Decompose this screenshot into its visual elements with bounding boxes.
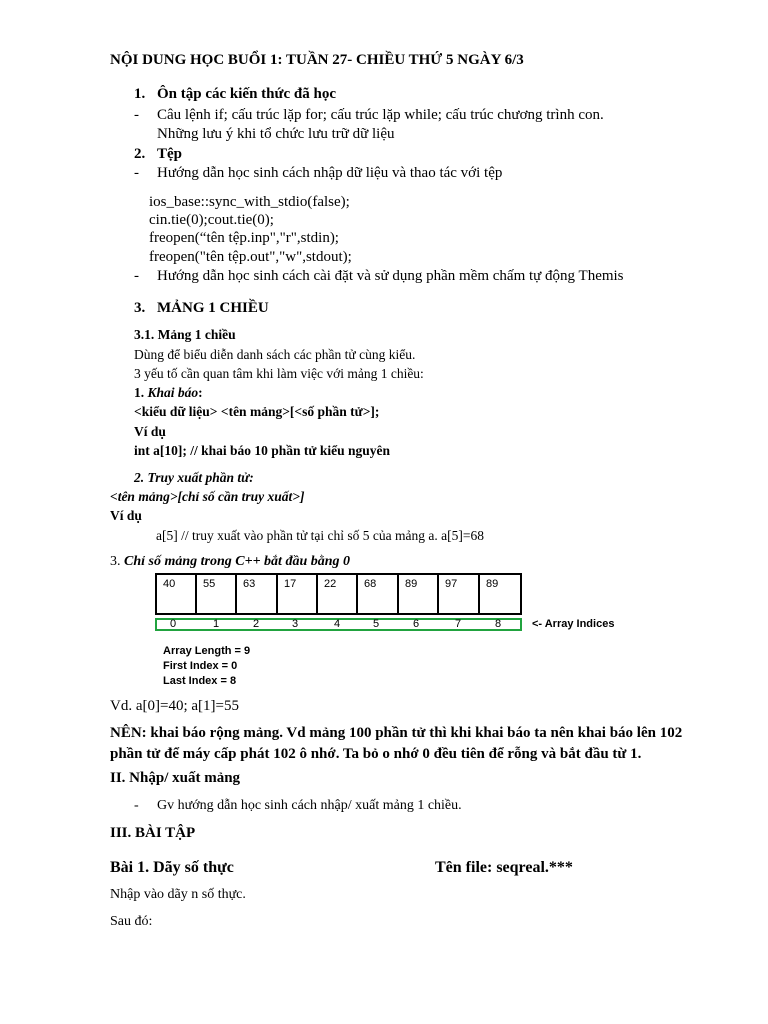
recommendation-paragraph: NÊN: khai báo rộng mảng. Vd mảng 100 phần tử thì khi khai báo ta nên khai báo lên 102 phần tử để máy cấp phát 102 ô nhớ. Ta bỏ o nhớ 0 đều tiên để rỗng và bắt đầu từ 1.: [110, 725, 683, 762]
last-index-note: Last Index = 8: [163, 675, 237, 687]
array-length-note: Array Length = 9: [163, 645, 251, 657]
array-cell: 89: [397, 573, 439, 615]
declaration-heading: 1. Khai báo:: [134, 385, 203, 400]
indices-label: <- Array Indices: [532, 618, 615, 630]
io-line: Gv hướng dẫn học sinh cách nhập/ xuất mảng 1 chiều.: [157, 798, 462, 813]
access-heading: 2. Truy xuất phần tử:: [134, 470, 254, 485]
array-index: 3: [292, 618, 299, 630]
description-line: Dùng để biểu diễn danh sách các phần tử cùng kiểu.: [134, 347, 416, 362]
array-index: 2: [253, 618, 260, 630]
example-code: int a[10]; // khai báo 10 phần tử kiểu nguyên: [134, 443, 391, 458]
array-index: 6: [413, 618, 420, 630]
exercise-1-filename: Tên file: seqreal.***: [435, 859, 573, 876]
code-line: ios_base::sync_with_stdio(false);: [149, 194, 350, 210]
access-syntax: <tên mảng>[chỉ số cần truy xuất>]: [110, 489, 305, 504]
declaration-syntax: <kiểu dữ liệu> <tên mảng>[<số phần tử>];: [134, 404, 380, 419]
array-index: 1: [213, 618, 220, 630]
section-1-number: 1.: [134, 86, 146, 102]
code-line: cin.tie(0);cout.tie(0);: [149, 212, 274, 228]
page-title: NỘI DUNG HỌC BUỔI 1: TUẦN 27- CHIỀU THỨ 5 NGÀY 6/3: [110, 52, 524, 68]
example-label: Ví dụ: [134, 424, 166, 439]
code-line: freopen(“tên tệp.inp","r",stdin);: [149, 230, 339, 246]
array-index: 4: [334, 618, 341, 630]
exercise-line: Nhập vào dãy n số thực.: [110, 887, 246, 902]
array-index: 8: [495, 618, 502, 630]
example-label: Ví dụ: [110, 508, 142, 523]
array-index: 5: [373, 618, 380, 630]
section-1-line-2: Những lưu ý khi tổ chức lưu trữ dữ liệu: [157, 126, 395, 142]
exercise-line: Sau đó:: [110, 914, 153, 929]
array-cell: 17: [276, 573, 318, 615]
section-2-line-1: Hướng dẫn học sinh cách nhập dữ liệu và thao tác với tệp: [157, 165, 503, 181]
bullet-dash: -: [134, 165, 139, 181]
array-cell: 55: [195, 573, 237, 615]
array-cell: 63: [235, 573, 278, 615]
section-3-heading: MẢNG 1 CHIỀU: [157, 300, 269, 316]
index-heading: 3. Chỉ số mảng trong C++ bắt đầu bằng 0: [110, 554, 351, 569]
section-2-line-2: Hướng dẫn học sinh cách cài đặt và sử dụng phần mềm chấm tự động Themis: [157, 268, 624, 284]
section-2-number: 2.: [134, 146, 146, 162]
section-1-heading: Ôn tập các kiến thức đã học: [157, 86, 337, 102]
array-cells: [155, 573, 522, 615]
array-cell: 68: [356, 573, 399, 615]
bullet-dash: -: [134, 798, 139, 813]
exercise-heading: III. BÀI TẬP: [110, 825, 196, 841]
array-index: 0: [170, 618, 177, 630]
array-cell: 89: [478, 573, 522, 615]
section-1-line-1: Câu lệnh if; cấu trúc lặp for; cấu trúc lặp while; cấu trúc chương trình con.: [157, 107, 604, 123]
subsection-heading: 3.1. Mảng 1 chiều: [134, 327, 236, 342]
bullet-dash: -: [134, 107, 139, 123]
description-line: 3 yếu tố cần quan tâm khi làm việc với mảng 1 chiều:: [134, 366, 424, 381]
example-code: a[5] // truy xuất vào phần tử tại chỉ số 5 của mảng a. a[5]=68: [156, 528, 484, 543]
array-cell: 22: [316, 573, 358, 615]
code-line: freopen("tên tệp.out","w",stdout);: [149, 249, 352, 265]
io-heading: II. Nhập/ xuất mảng: [110, 770, 241, 786]
first-index-note: First Index = 0: [163, 660, 238, 672]
array-cell: 97: [437, 573, 480, 615]
array-index: 7: [455, 618, 462, 630]
section-3-number: 3.: [134, 300, 146, 316]
bullet-dash: -: [134, 268, 139, 284]
exercise-1-title: Bài 1. Dãy số thực: [110, 859, 234, 876]
section-2-heading: Tệp: [157, 146, 183, 162]
example-line: Vd. a[0]=40; a[1]=55: [110, 698, 239, 714]
array-cell: 40: [155, 573, 197, 615]
